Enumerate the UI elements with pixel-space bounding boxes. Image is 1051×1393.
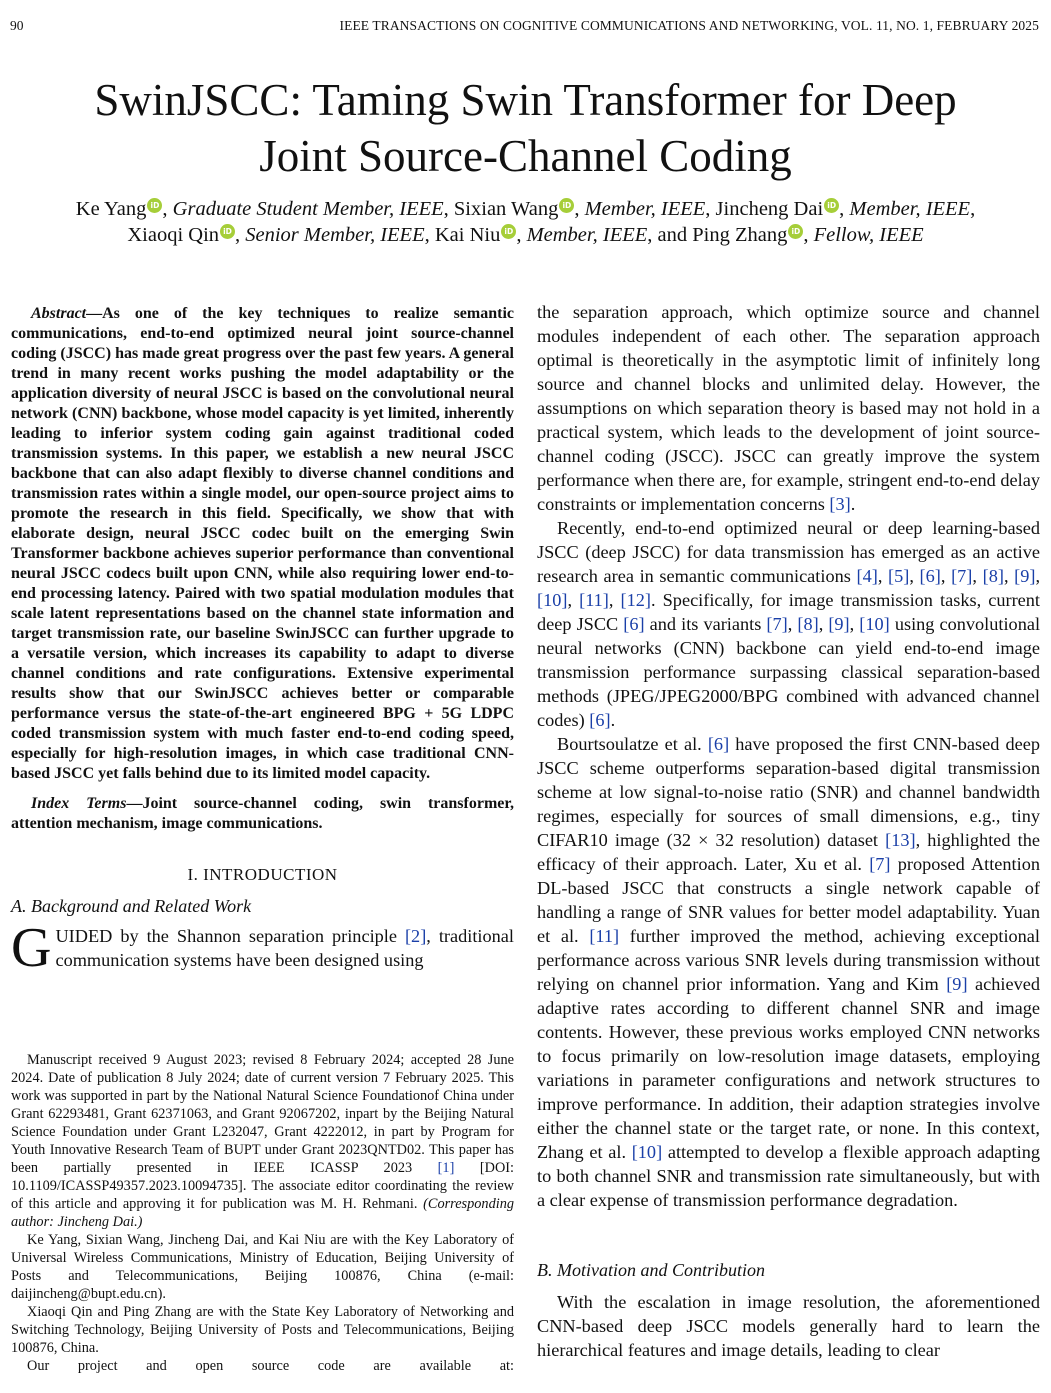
citation-link[interactable]: [4] <box>856 566 878 586</box>
abstract-text: As one of the key techniques to realize semantic communications, end-to-end optimized neural joint source-channel coding (JSCC) has made great progress over the past few years. A general trend in many recent works pushing the model adaptability or the application diversity of neural JSCC is based on the convolutional neural network (CNN) backbone, whose model capacity is yet limited, inherently leading to inferior system coding gain against traditional coded transmission systems. In this paper, we establish a new neural JSCC backbone that can also adapt flexibly to diverse channel conditions and transmission rates within a single model, our open-source project aims to promote the research in this field. Specifically, we show that with elaborate design, neural JSCC codec built on the emerging Swin Transformer backbone achieves superior performance than conventional neural JSCC codecs built upon CNN, while also requiring lower end-to-end processing latency. Paired with two spatial modulation modules that scale latent representations based on the channel state information and target transmission rate, our baseline SwinJSCC can further upgrade to a versatile version, which increases its capability to adapt to diverse channel conditions and rate configurations. Extensive experimental results show that our SwinJSCC achieves better or comparable performance versus the state-of-the-art engineered BPG + 5G LDPC coded transmission system with much faster end-to-end coding speed, especially for high-resolution images, in which case traditional CNN-based JSCC yet falls behind due to its limited model capacity. <box>11 305 514 782</box>
citation-link[interactable]: [13] <box>885 830 916 850</box>
citation-link[interactable]: [10] <box>537 590 568 610</box>
author-line-2: Xiaoqi Qin iD , Senior Member, IEEE, Kai Niu iD , Member, IEEE, and Ping Zhang iD , Fellow, IEEE <box>127 224 924 246</box>
subsection-heading: B. Motivation and Contribution <box>537 1260 765 1280</box>
title-line-1: SwinJSCC: Taming Swin Transformer for Deep <box>94 75 957 125</box>
citation-link[interactable]: [11] <box>589 926 620 946</box>
author-name: Ke Yang <box>75 198 147 220</box>
intro-paragraph <box>11 917 514 979</box>
body-text: Recently, end-to-end optimized neural or deep learning-based JSCC (deep JSCC) for data transmission has emerged as an active research area in semantic communications <box>537 518 1040 586</box>
body-text: , highlighted the efficacy of their approach. Later, Xu et al. <box>537 830 1040 874</box>
footnotes <box>11 1051 514 1375</box>
body-text: further improved the method, achieving exceptional performance across various SNR levels during transmission without relying on channel prior information. Yang and Kim <box>537 926 1040 994</box>
orcid-icon[interactable]: iD <box>824 198 839 213</box>
body-text: achieved adaptive rates according to different channel SNR and image contents. However, these previous works employed CNN networks to focus primarily on low-resolution image datasets, employing variations in parameter configurations and network structures to improve performance. In addition, their adaption strategies involve either the channel state or the target rate, or none. In this context, Zhang et al. <box>537 974 1040 1162</box>
citation-link[interactable]: [7] <box>766 614 788 634</box>
body-text: have proposed the first CNN-based deep JSCC scheme outperforms separation-based digital transmission scheme at low signal-to-noise ratio (SNR) and channel bandwidth regimes, especially for sources of small dimensions, e.g., tiny CIFAR10 image (32 × 32 resolution) dataset <box>537 734 1040 850</box>
citation-link[interactable]: [8] <box>982 566 1004 586</box>
spacer <box>537 1212 1040 1258</box>
body-text: . <box>850 494 856 514</box>
citation-link[interactable]: [9] <box>828 614 850 634</box>
footnote-manuscript <box>11 1051 514 1231</box>
author-role: Member, IEEE <box>526 224 648 246</box>
citation-link[interactable]: [5] <box>888 566 910 586</box>
body-text: proposed Attention DL-based JSCC that constructs a single network capable of handling a range of SNR values for better model adaptability. Yuan et al. <box>537 854 1040 946</box>
citation-link[interactable]: [10] <box>631 1142 663 1162</box>
author-role: Member, IEEE <box>584 198 706 220</box>
citation-link[interactable]: [9] <box>946 974 968 994</box>
right-column <box>537 300 1040 1362</box>
body-paragraph <box>537 300 1040 516</box>
author-name: Ping Zhang <box>692 224 788 246</box>
body-paragraph: Recently, end-to-end optimized neural or deep learning-based JSCC (deep JSCC) for data transmission has emerged as an active research area in semantic communications [4], [5], [6], [7], [8], [9], [10], [11], [12]. Specifically, for image transmission tasks, current deep JSCC [6] and its variants [7], [8], [9], [10] using convolutional neural networks (CNN) backbone can yield end-to-end image transmission performance surpassing classical separation-based methods (JPEG/JPEG2000/BPG combined with advanced channel codes) [6]. <box>537 518 1041 730</box>
author-name: Jincheng Dai <box>715 198 824 220</box>
body-text: using convolutional neural networks (CNN) backbone can yield end-to-end image transmission performance surpassing classical separation-based methods (JPEG/JPEG2000/BPG combined with advanced channel codes) <box>537 614 1041 730</box>
orcid-icon[interactable]: iD <box>501 224 516 239</box>
citation-link[interactable]: [7] <box>951 566 973 586</box>
corresponding-author: (Corresponding author: Jincheng Dai.) <box>11 1196 514 1230</box>
spacer <box>537 1282 1040 1290</box>
author-role: Member, IEEE <box>849 198 971 220</box>
abstract-label: Abstract <box>31 305 87 322</box>
citation-link[interactable]: [2] <box>404 926 427 946</box>
intro-caps: UIDED <box>55 926 113 946</box>
index-terms-text: Joint source-channel coding, swin transformer, attention mechanism, image communications. <box>11 795 515 832</box>
author-list <box>0 196 1051 248</box>
citation-link[interactable]: [7] <box>869 854 891 874</box>
orcid-icon[interactable]: iD <box>788 224 803 239</box>
body-text: Bourtsoulatze et al. <box>557 734 708 754</box>
title-line-2: Joint Source-Channel Coding <box>259 131 792 181</box>
footnote-text: [DOI: 10.1109/ICASSP49357.2023.10094735]. The associate editor coordinating the review of this article and approving it for publication was M. H. Rehmani. <box>11 1160 515 1212</box>
citation-link[interactable]: [11] <box>579 590 609 610</box>
author-line-1: Ke Yang iD , Graduate Student Member, IEEE, Sixian Wang iD , Member, IEEE, Jincheng Dai iD , Member, IEEE, <box>75 198 976 220</box>
body-text: attempted to develop a flexible approach adapting to both channel SNR and transmission rate simultaneously, but with a clear expense of transmission performance degradation. <box>537 1142 1040 1210</box>
paper-title <box>0 72 1051 184</box>
citation-link[interactable]: [6] <box>919 566 941 586</box>
body-text: and its variants <box>644 614 767 634</box>
orcid-icon[interactable]: iD <box>147 198 162 213</box>
subsection-heading: A. Background and Related Work <box>11 896 252 916</box>
author-role: Graduate Student Member, IEEE <box>172 198 444 220</box>
author-role: Senior Member, IEEE <box>245 224 425 246</box>
index-terms: Index Terms—Joint source-channel coding, swin transformer, attention mechanism, image communications. <box>11 795 515 832</box>
citation-link[interactable]: [6] <box>589 710 611 730</box>
journal-header: IEEE TRANSACTIONS ON COGNITIVE COMMUNICATIONS AND NETWORKING, VOL. 11, NO. 1, FEBRUARY 2025 <box>339 18 1039 33</box>
body-paragraph: With the escalation in image resolution, the aforementioned CNN-based deep JSCC models generally hard to learn the hierarchical features and image details, leading to clear <box>537 1292 1040 1360</box>
section-heading: I. INTRODUCTION <box>187 865 338 884</box>
footnote-text: Manuscript received 9 August 2023; revised 8 February 2024; accepted 28 June 2024. Date of publication 8 July 2024; date of current version 7 February 2025. This work was supported in part by the National Natural Science Foundationof China under Grant 62293481, Grant 62371063, and Grant 92067202, inpart by the Beijing Natural Science Foundation under Grant L232047, Grant 4222012, in part by Program for Youth Innovative Research Team of BUPT under Grant 2023QNTD02. This paper has been partially presented in IEEE ICASSP 2023 <box>11 1052 514 1176</box>
citation-link[interactable]: [6] <box>707 734 730 754</box>
citation-link[interactable]: [3] <box>829 494 851 514</box>
citation-link[interactable]: [8] <box>797 614 819 634</box>
intro-text: by the Shannon separation principle <box>112 926 405 946</box>
author-name: Kai Niu <box>434 224 501 246</box>
body-paragraph <box>537 732 1040 1212</box>
left-column <box>11 304 515 979</box>
author-role: Fellow, IEEE <box>813 224 924 246</box>
orcid-icon[interactable]: iD <box>220 224 235 239</box>
intro-text: , traditional communication systems have been designed using <box>55 926 514 970</box>
citation-link[interactable]: [10] <box>859 614 890 634</box>
citation-link[interactable]: [1] <box>437 1160 455 1176</box>
index-terms-label: Index Terms <box>31 795 127 812</box>
footnote-affiliation-1: Ke Yang, Sixian Wang, Jincheng Dai, and Kai Niu are with the Key Laboratory of Universal Wireless Communications, Ministry of Education, Beijing University of Posts and Telecommunications, Beijing 100876, China (e-mail: daijincheng@bupt.edu.cn). <box>11 1232 514 1302</box>
abstract: Abstract—As one of the key techniques to realize semantic communications, end-to-end optimized neural joint source-channel coding (JSCC) has made great progress over the past few years. A general trend in many recent works pushing the model adaptability or the application diversity of neural JSCC is based on the convolutional neural network (CNN) backbone, whose model capacity is yet limited, inherently leading to inferior system coding gain against traditional coded transmission systems. In this paper, we establish a new neural JSCC backbone that can also adapt flexibly to diverse channel conditions and transmission rates within a single model, our open-source project aims to promote the research in this field. Specifically, we show that with elaborate design, neural JSCC codec built on the emerging Swin Transformer backbone achieves superior performance than conventional neural JSCC codecs built upon CNN, while also requiring lower end-to-end processing latency. Paired with two spatial modulation modules that scale latent representations based on the channel state information and target transmission rate, our baseline SwinJSCC can further upgrade to a versatile version, which increases its capability to adapt to diverse channel conditions and rate configurations. Extensive experimental results show that our SwinJSCC achieves better or comparable performance versus the state-of-the-art engineered BPG + 5G LDPC coded transmission system with much faster end-to-end coding speed, especially for high-resolution images, in which case traditional CNN-based JSCC yet falls behind due to its limited model capacity. <box>11 305 514 782</box>
and-word: and <box>657 224 688 246</box>
page-number: 90 <box>10 18 24 33</box>
footnote-affiliation-2: Xiaoqi Qin and Ping Zhang are with the State Key Laboratory of Networking and Switching Technology, Beijing University of Posts and Telecommunications, Beijing 100876, China. <box>11 1304 514 1356</box>
orcid-icon[interactable]: iD <box>559 198 574 213</box>
body-text: the separation approach, which optimize source and channel modules independent of each other. The separation approach optimal is theoretically in the asymptotic limit of infinitely long source and channel blocks and unlimited delay. However, the assumptions on which separation theory is based may not hold in a practical system, which leads to the development of joint source-channel coding (JSCC). JSCC can greatly improve the system performance when there are, for example, stringent end-to-end delay constraints or implementation concerns <box>537 302 1040 514</box>
running-header <box>10 18 1039 38</box>
author-name: Xiaoqi Qin <box>127 224 220 246</box>
drop-cap: G <box>11 917 52 979</box>
citation-link[interactable]: [6] <box>623 614 645 634</box>
footnote-code: Our project and open source code are available at: <box>27 1358 514 1374</box>
body-text: . Specifically, for image transmission tasks, current deep JSCC <box>537 590 1040 634</box>
author-name: Sixian Wang <box>453 198 559 220</box>
citation-link[interactable]: [12] <box>620 590 651 610</box>
citation-link[interactable]: [9] <box>1014 566 1036 586</box>
